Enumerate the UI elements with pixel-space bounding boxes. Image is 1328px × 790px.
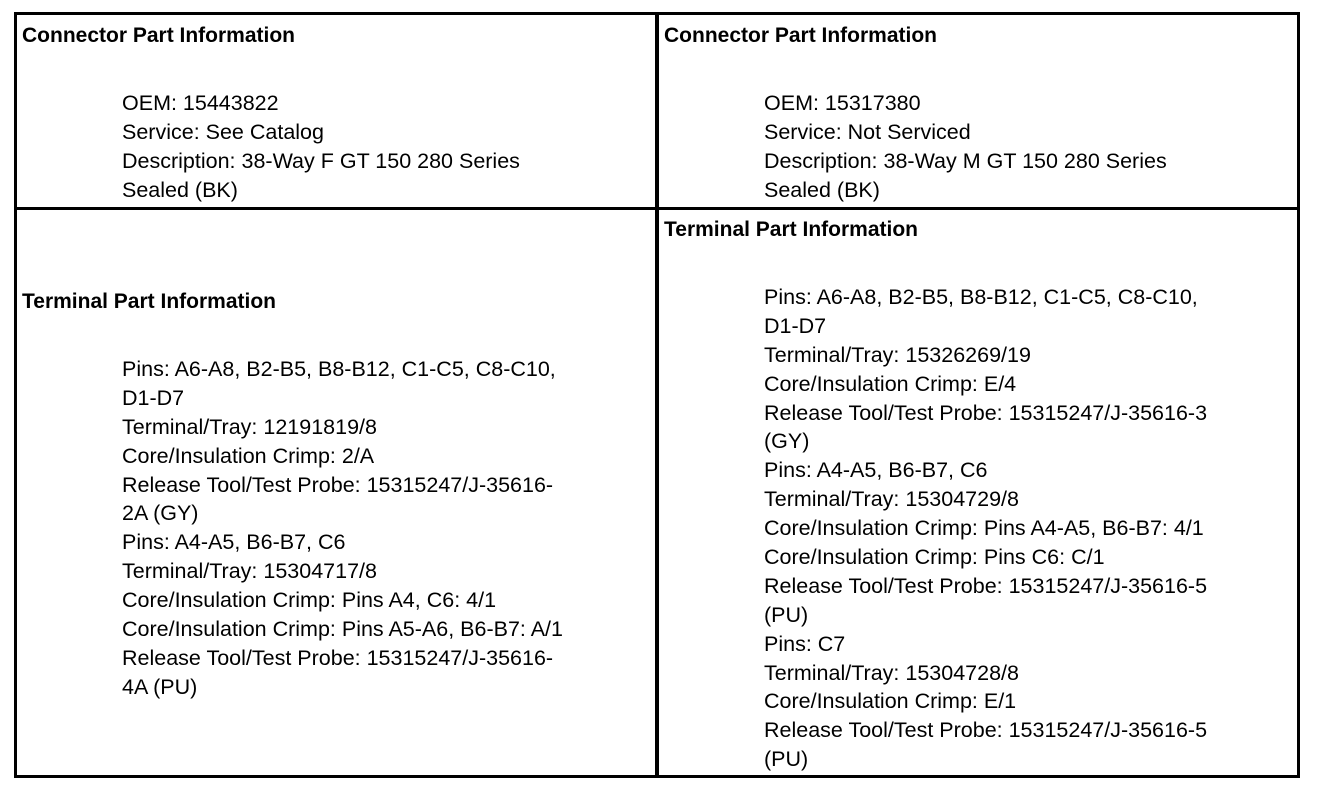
left-connector-line: Sealed (BK) bbox=[122, 177, 238, 202]
left-terminal-details bbox=[122, 355, 563, 702]
left-terminal-line: Release Tool/Test Probe: 15315247/J-35616- bbox=[122, 645, 554, 670]
right-terminal-line: Pins: C7 bbox=[764, 631, 846, 656]
right-connector-line: OEM: 15317380 bbox=[764, 91, 921, 115]
left-terminal-line: Core/Insulation Crimp: Pins A4, C6: 4/1 bbox=[122, 588, 497, 613]
left-terminal-line: Pins: A4-A5, B6-B7, C6 bbox=[122, 530, 346, 555]
left-connector-heading: Connector Part Information bbox=[22, 24, 296, 47]
connector-info-table bbox=[14, 12, 1300, 778]
right-terminal-line: Release Tool/Test Probe: 15315247/J-35616-5 bbox=[764, 718, 1208, 743]
right-connector-line: Sealed (BK) bbox=[764, 177, 880, 202]
left-connector-cell bbox=[17, 15, 655, 207]
left-terminal-line: Core/Insulation Crimp: Pins A5-A6, B6-B7: A/1 bbox=[122, 617, 563, 642]
right-terminal-line: Terminal/Tray: 15304728/8 bbox=[764, 660, 1019, 685]
left-terminal-line: Pins: A6-A8, B2-B5, B8-B12, C1-C5, C8-C10, bbox=[122, 357, 556, 381]
right-terminal-line: Core/Insulation Crimp: E/4 bbox=[764, 371, 1017, 396]
right-connector-details bbox=[764, 89, 1167, 205]
left-connector-details bbox=[122, 89, 520, 205]
right-terminal-details bbox=[764, 283, 1207, 774]
left-terminal-heading: Terminal Part Information bbox=[22, 290, 276, 313]
right-connector-line: Service: Not Serviced bbox=[764, 119, 971, 144]
left-terminal-line: Terminal/Tray: 15304717/8 bbox=[122, 559, 377, 584]
left-connector-line: OEM: 15443822 bbox=[122, 91, 279, 115]
left-connector-line: Description: 38-Way F GT 150 280 Series bbox=[122, 148, 520, 173]
right-terminal-line: Terminal/Tray: 15326269/19 bbox=[764, 342, 1031, 367]
right-terminal-line: (PU) bbox=[764, 747, 809, 772]
right-terminal-cell bbox=[659, 210, 1297, 778]
right-terminal-line: Core/Insulation Crimp: E/1 bbox=[764, 689, 1017, 714]
left-terminal-line: Terminal/Tray: 12191819/8 bbox=[122, 414, 377, 439]
left-terminal-line: 2A (GY) bbox=[122, 501, 199, 526]
left-terminal-line: Core/Insulation Crimp: 2/A bbox=[122, 443, 375, 468]
right-connector-line: Description: 38-Way M GT 150 280 Series bbox=[764, 148, 1167, 173]
left-terminal-line: Release Tool/Test Probe: 15315247/J-35616- bbox=[122, 472, 554, 497]
left-terminal-line: D1-D7 bbox=[122, 385, 185, 410]
right-terminal-line: D1-D7 bbox=[764, 313, 827, 338]
right-terminal-line: Pins: A6-A8, B2-B5, B8-B12, C1-C5, C8-C10, bbox=[764, 285, 1198, 309]
right-terminal-line: Pins: A4-A5, B6-B7, C6 bbox=[764, 458, 988, 483]
right-terminal-line: (PU) bbox=[764, 602, 809, 627]
right-connector-cell bbox=[659, 15, 1297, 207]
right-terminal-line: Core/Insulation Crimp: Pins C6: C/1 bbox=[764, 545, 1105, 570]
right-terminal-line: (GY) bbox=[764, 429, 810, 454]
right-terminal-line: Terminal/Tray: 15304729/8 bbox=[764, 487, 1019, 512]
right-terminal-line: Release Tool/Test Probe: 15315247/J-35616-5 bbox=[764, 573, 1208, 598]
left-connector-line: Service: See Catalog bbox=[122, 119, 324, 144]
right-terminal-line: Release Tool/Test Probe: 15315247/J-35616-3 bbox=[764, 400, 1208, 425]
right-terminal-heading: Terminal Part Information bbox=[664, 218, 918, 241]
left-terminal-cell bbox=[17, 210, 655, 778]
right-connector-heading: Connector Part Information bbox=[664, 24, 938, 47]
left-terminal-line: 4A (PU) bbox=[122, 674, 198, 699]
right-terminal-line: Core/Insulation Crimp: Pins A4-A5, B6-B7: 4/1 bbox=[764, 516, 1204, 541]
